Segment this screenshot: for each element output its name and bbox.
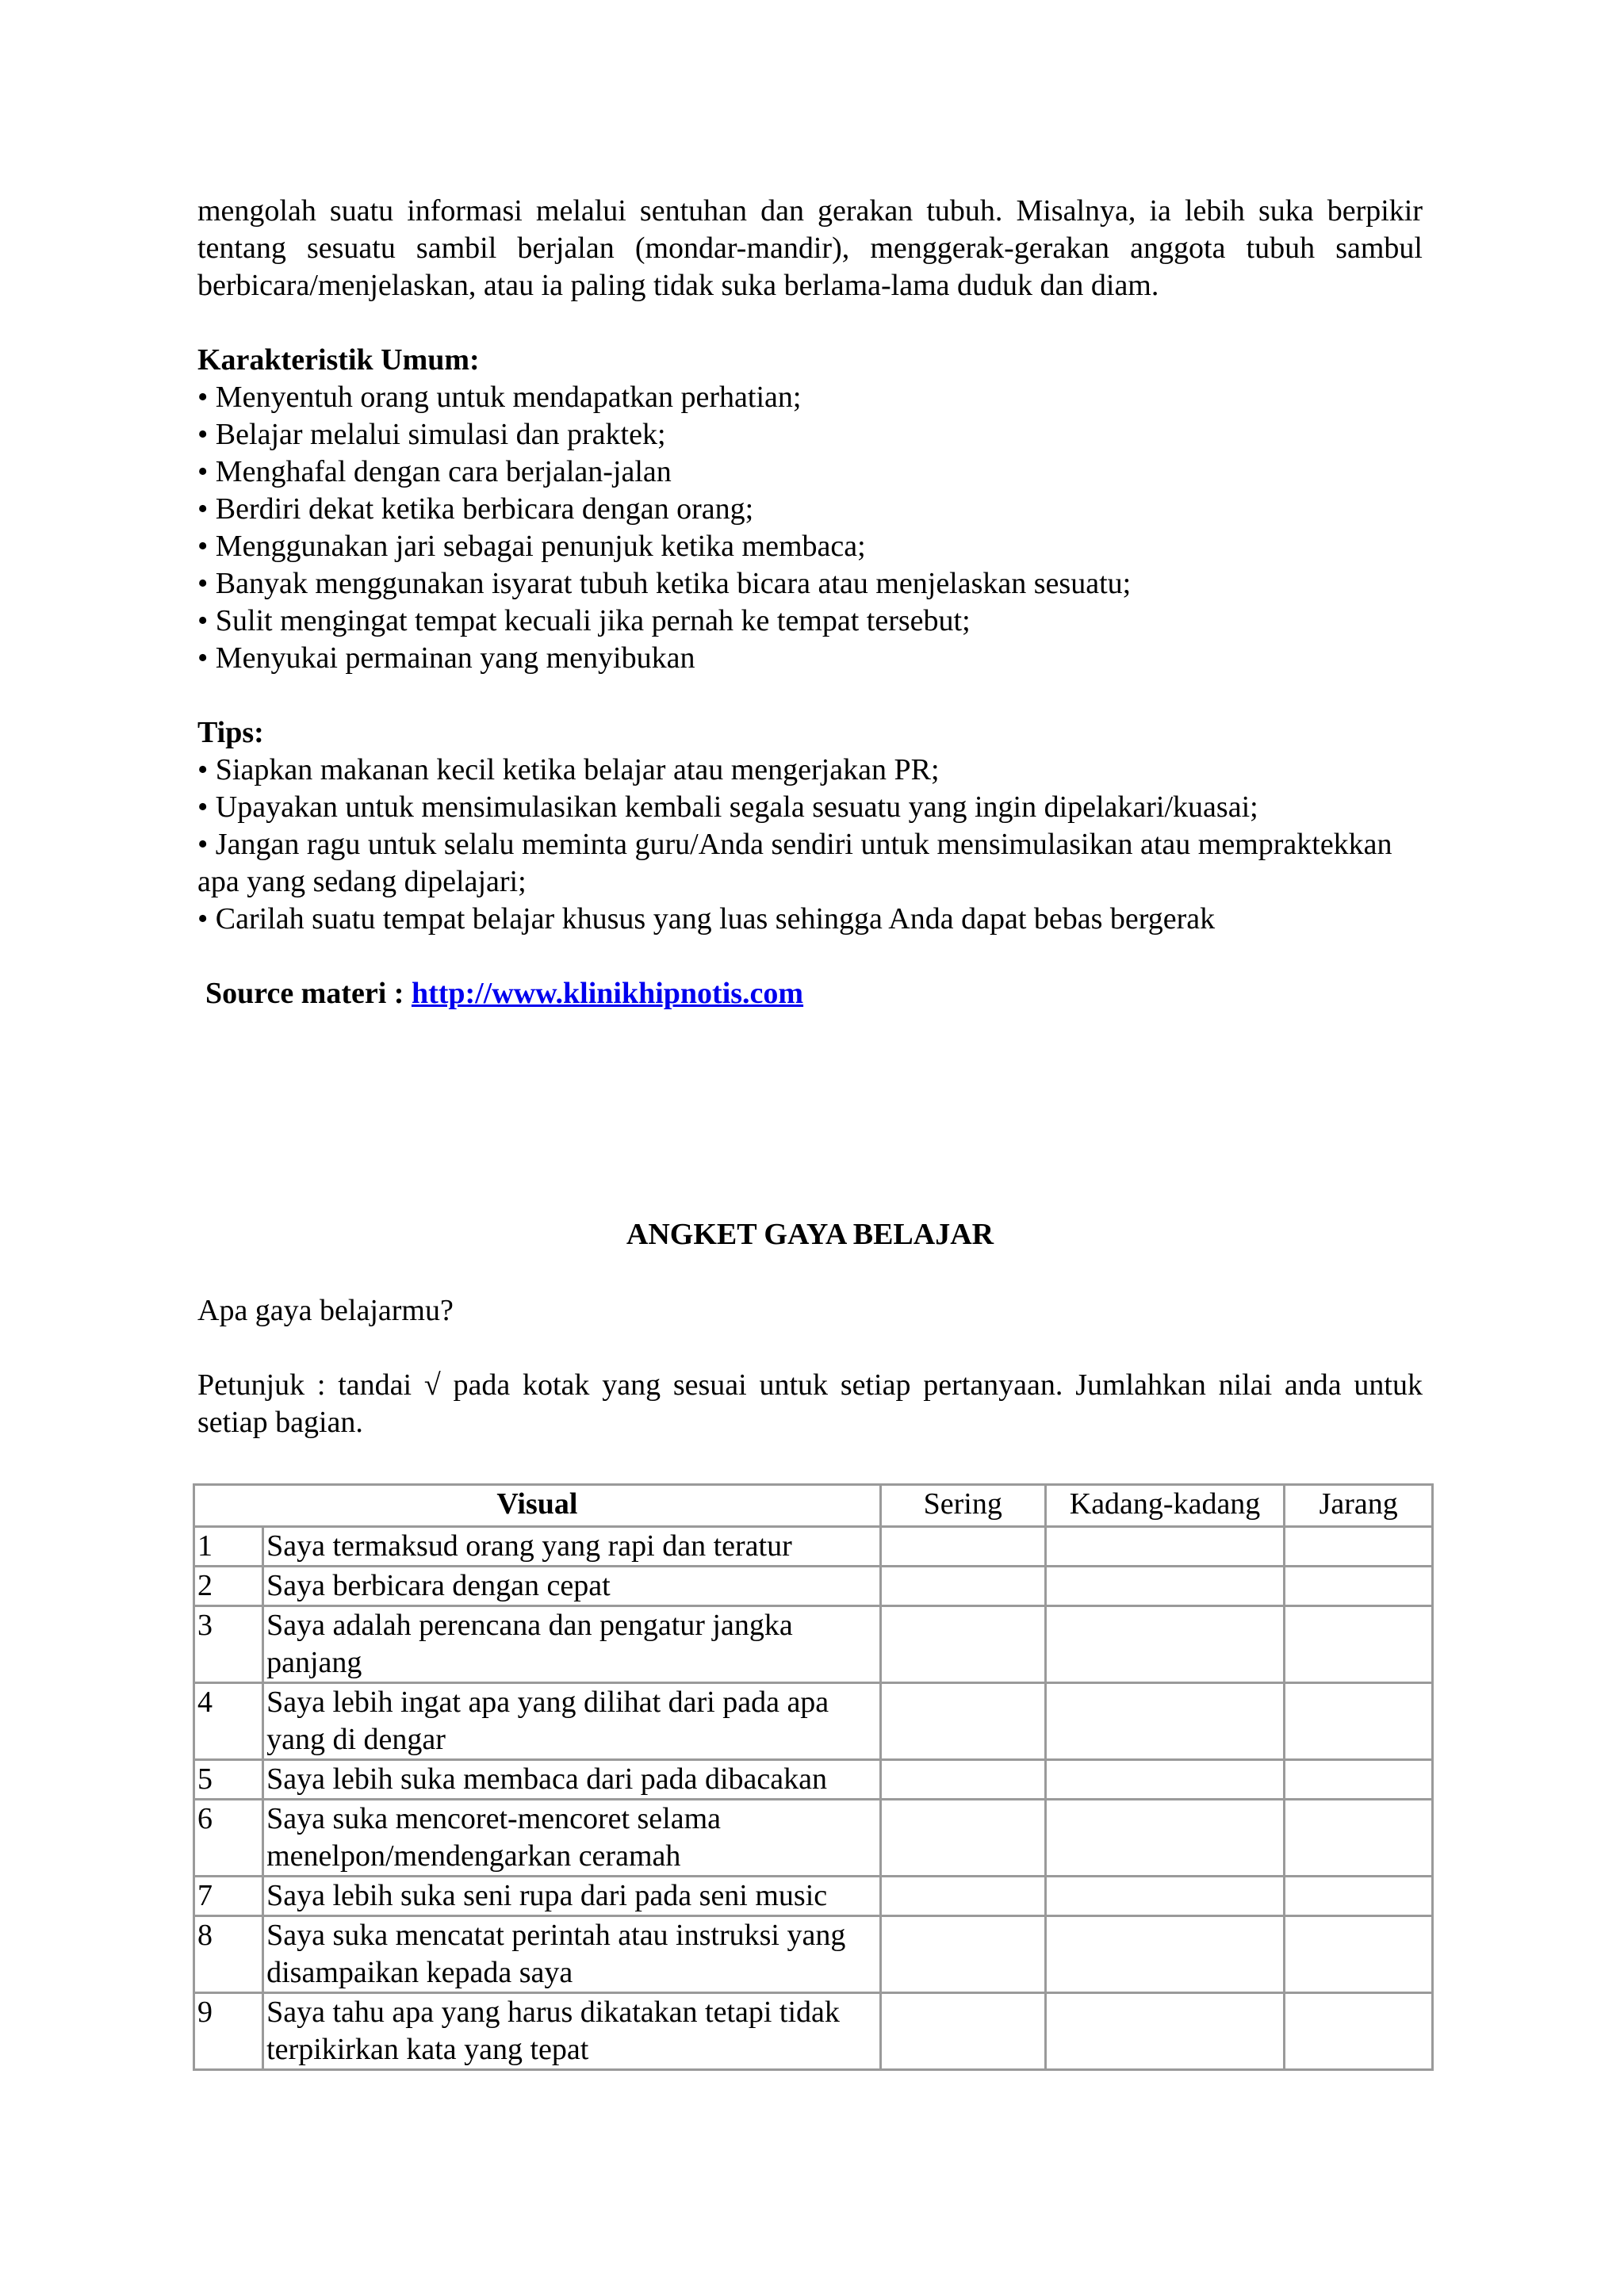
table-row [194, 1567, 1433, 1606]
column-header-kadang: Kadang-kadang [1045, 1485, 1285, 1527]
row-statement: Saya adalah perencana dan pengatur jangka panjang [263, 1606, 881, 1683]
row-number: 6 [194, 1800, 263, 1877]
list-item: • Menyentuh orang untuk mendapatkan perhatian; [197, 381, 802, 414]
survey-instructions: Petunjuk : tandai √ pada kotak yang sesuai untuk setiap pertanyaan. Jumlahkan nilai anda untuk setiap bagian. [197, 1368, 1423, 1439]
source-line [205, 975, 1423, 1012]
checkbox-cell-kadang[interactable] [1045, 1683, 1285, 1760]
row-number: 5 [194, 1760, 263, 1800]
survey-question: Apa gaya belajarmu? [197, 1294, 454, 1327]
checkbox-cell-sering[interactable] [880, 1916, 1045, 1993]
list-item: • Menghafal dengan cara berjalan-jalan [197, 455, 672, 488]
row-statement: Saya berbicara dengan cepat [263, 1567, 881, 1606]
table-row [194, 1760, 1433, 1800]
checkbox-cell-sering[interactable] [880, 1800, 1045, 1877]
list-item: • Menyukai permainan yang menyibukan [197, 641, 695, 675]
spacer [197, 938, 1423, 975]
checkbox-cell-kadang[interactable] [1045, 1567, 1285, 1606]
table-row [194, 1993, 1433, 2070]
row-number: 7 [194, 1877, 263, 1916]
list-item: • Jangan ragu untuk selalu meminta guru/Anda sendiri untuk mensimulasikan atau mempraktekkan apa yang sedang dipelajari; [197, 828, 1392, 898]
checkbox-cell-jarang[interactable] [1285, 1800, 1433, 1877]
table-row [194, 1683, 1433, 1760]
row-statement: Saya lebih suka membaca dari pada dibacakan [263, 1760, 881, 1800]
checkbox-cell-sering[interactable] [880, 1683, 1045, 1760]
list-item: • Menggunakan jari sebagai penunjuk ketika membaca; [197, 530, 866, 563]
checkbox-cell-kadang[interactable] [1045, 1606, 1285, 1683]
row-statement: Saya suka mencatat perintah atau instruksi yang disampaikan kepada saya [263, 1916, 881, 1993]
checkbox-cell-sering[interactable] [880, 1527, 1045, 1567]
row-number: 1 [194, 1527, 263, 1567]
row-number: 3 [194, 1606, 263, 1683]
list-item: • Siapkan makanan kecil ketika belajar atau mengerjakan PR; [197, 753, 940, 786]
checkbox-cell-sering[interactable] [880, 1606, 1045, 1683]
table-row [194, 1877, 1433, 1916]
list-item: • Banyak menggunakan isyarat tubuh ketika bicara atau menjelaskan sesuatu; [197, 567, 1132, 600]
survey-title: ANGKET GAYA BELAJAR [626, 1218, 994, 1251]
source-label: Source materi : [205, 977, 412, 1010]
table-header-row [194, 1485, 1433, 1527]
checkbox-cell-kadang[interactable] [1045, 1760, 1285, 1800]
row-statement: Saya tahu apa yang harus dikatakan tetapi tidak terpikirkan kata yang tepat [263, 1993, 881, 2070]
checkbox-cell-kadang[interactable] [1045, 1993, 1285, 2070]
row-statement: Saya lebih suka seni rupa dari pada seni music [263, 1877, 881, 1916]
characteristics-list [197, 379, 1423, 677]
checkbox-cell-kadang[interactable] [1045, 1800, 1285, 1877]
tips-heading: Tips: [197, 716, 264, 749]
document-body [197, 193, 1423, 1012]
checkbox-cell-sering[interactable] [880, 1993, 1045, 2070]
tips-list [197, 752, 1423, 938]
checkbox-cell-kadang[interactable] [1045, 1877, 1285, 1916]
column-header-jarang: Jarang [1285, 1485, 1433, 1527]
intro-paragraph: mengolah suatu informasi melalui sentuhan dan gerakan tubuh. Misalnya, ia lebih suka berpikir tentang sesuatu sambil berjalan (mondar-mandir), menggerak-gerakan anggota tubuh sambul berbicara/menjelaskan, atau ia paling tidak suka berlama-lama duduk dan diam. [197, 194, 1423, 302]
checkbox-cell-sering[interactable] [880, 1877, 1045, 1916]
checkbox-cell-kadang[interactable] [1045, 1527, 1285, 1567]
list-item: • Belajar melalui simulasi dan praktek; [197, 418, 666, 451]
row-statement: Saya termaksud orang yang rapi dan teratur [263, 1527, 881, 1567]
list-item: • Upayakan untuk mensimulasikan kembali segala sesuatu yang ingin dipelakari/kuasai; [197, 790, 1258, 824]
spacer [197, 304, 1423, 342]
checkbox-cell-sering[interactable] [880, 1760, 1045, 1800]
section-header-visual: Visual [194, 1485, 881, 1527]
row-statement: Saya suka mencoret-mencoret selama menelpon/mendengarkan ceramah [263, 1800, 881, 1877]
table-row [194, 1606, 1433, 1683]
checkbox-cell-jarang[interactable] [1285, 1683, 1433, 1760]
checkbox-cell-kadang[interactable] [1045, 1916, 1285, 1993]
row-number: 9 [194, 1993, 263, 2070]
checkbox-cell-jarang[interactable] [1285, 1527, 1433, 1567]
checkbox-cell-sering[interactable] [880, 1567, 1045, 1606]
row-number: 8 [194, 1916, 263, 1993]
table-row [194, 1800, 1433, 1877]
list-item: • Berdiri dekat ketika berbicara dengan orang; [197, 492, 754, 526]
table-row [194, 1916, 1433, 1993]
row-number: 2 [194, 1567, 263, 1606]
list-item: • Carilah suatu tempat belajar khusus yang luas sehingga Anda dapat bebas bergerak [197, 902, 1216, 936]
checkbox-cell-jarang[interactable] [1285, 1606, 1433, 1683]
list-item: • Sulit mengingat tempat kecuali jika pernah ke tempat tersebut; [197, 604, 971, 637]
table-row [194, 1527, 1433, 1567]
checkbox-cell-jarang[interactable] [1285, 1567, 1433, 1606]
checkbox-cell-jarang[interactable] [1285, 1916, 1433, 1993]
checkbox-cell-jarang[interactable] [1285, 1760, 1433, 1800]
checkbox-cell-jarang[interactable] [1285, 1993, 1433, 2070]
survey-table [193, 1483, 1434, 2071]
row-statement: Saya lebih ingat apa yang dilihat dari pada apa yang di dengar [263, 1683, 881, 1760]
characteristics-heading: Karakteristik Umum: [197, 343, 480, 377]
row-number: 4 [194, 1683, 263, 1760]
column-header-sering: Sering [880, 1485, 1045, 1527]
checkbox-cell-jarang[interactable] [1285, 1877, 1433, 1916]
source-link[interactable]: http://www.klinikhipnotis.com [411, 977, 804, 1010]
spacer [197, 677, 1423, 714]
